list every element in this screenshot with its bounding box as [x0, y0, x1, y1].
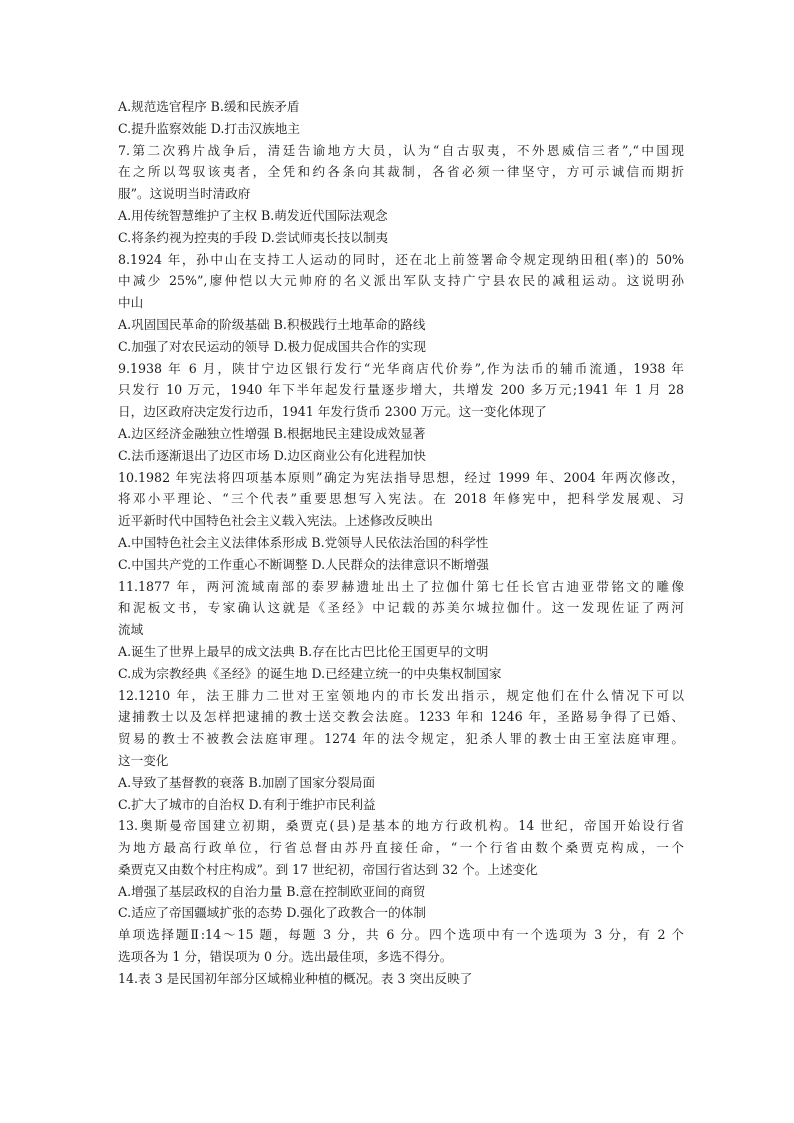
section-instructions-line-1: 单项选择题Ⅱ:14～15 题，每题 3 分，共 6 分。四个选项中有一个选项为 3 分，有 2 个	[118, 927, 684, 943]
question-7-stem-line-2: 在之所以驾驭该夷者，全凭和约各条向其裁制，各省必须一律坚守，方可示诚信而期折	[118, 164, 684, 180]
option-line-q12-cd: C.扩大了城市的自治权 D.有利于维护市民利益	[118, 796, 376, 812]
option-line-q8-cd: C.加强了对农民运动的领导 D.极力促成国共合作的实现	[118, 338, 426, 354]
option-line-q8-ab: A.巩固国民革命的阶级基础 B.积极践行土地革命的路线	[118, 316, 426, 332]
option-line-q7-ab: A.用传统智慧维护了主权 B.萌发近代国际法观念	[118, 207, 388, 223]
option-line-q10-cd: C.中国共产党的工作重心不断调整 D.人民群众的法律意识不断增强	[118, 556, 489, 572]
question-11-stem-line-2: 和泥板文书，专家确认这就是《圣经》中记载的苏美尔城拉伽什。这一发现佐证了两河	[118, 600, 684, 616]
question-10-stem-line-1: 10.1982 年宪法将四项基本原则”确定为宪法指导思想，经过 1999 年、2004 年两次修改，	[118, 469, 684, 485]
question-13-stem-line-2: 为地方最高行政单位，行省总督由苏丹直接任命，“一个行省由数个桑贾克构成，一个	[118, 840, 684, 856]
question-12-stem-line-3: 贸易的教士不被教会法庭审理。1274 年的法令规定，犯杀人罪的教士由王室法庭审理。	[118, 731, 684, 747]
question-11-stem-line-3: 流域	[118, 622, 144, 638]
question-9-stem-line-1: 9.1938 年 6 月，陕甘宁边区银行发行“光华商店代价券”,作为法币的辅币流通，1938 年	[118, 360, 684, 376]
option-line-q13-cd: C.适应了帝国疆域扩张的态势 D.强化了政教合一的体制	[118, 905, 426, 921]
question-8-stem-line-1: 8.1924 年，孙中山在支持工人运动的同时，还在北上前签署命令规定现纳田租(率)的 50%	[118, 251, 684, 267]
option-line-q11-ab: A.诞生了世界上最早的成文法典 B.存在比古巴比伦王国更早的文明	[118, 643, 489, 659]
option-line-q11-cd: C.成为宗教经典《圣经》的诞生地 D.已经建立统一的中央集权制国家	[118, 665, 502, 681]
option-line-q9-ab: A.边区经济金融独立性增强 B.根据地民主建设成效显著	[118, 425, 426, 441]
question-8-stem-line-2: 中减少 25%”,廖仲恺以大元帅府的名义派出军队支持广宁县农民的减租运动。这说明孙	[118, 273, 684, 289]
option-line-q9-cd: C.法币逐渐退出了边区市场 D.边区商业公有化进程加快	[118, 447, 426, 463]
option-line-q7-cd: C.将条约视为控夷的手段 D.尝试师夷长技以制夷	[118, 229, 389, 245]
option-line-q13-ab: A.增强了基层政权的自治力量 B.意在控制欧亚间的商贸	[118, 883, 426, 899]
question-13-stem-line-1: 13.奥斯曼帝国建立初期，桑贾克(县)是基本的地方行政机构。14 世纪，帝国开始设行省	[118, 818, 684, 834]
section-instructions-line-2: 选项各为 1 分，错误项为 0 分。选出最佳项，多选不得分。	[118, 949, 453, 965]
option-line-q6-ab: A.规范选官程序 B.缓和民族矛盾	[118, 99, 300, 114]
option-line-q12-ab: A.导致了基督教的衰落 B.加剧了国家分裂局面	[118, 774, 376, 790]
question-9-stem-line-3: 日，边区政府决定发行边币，1941 年发行货币 2300 万元。这一变化体现了	[118, 404, 547, 420]
question-10-stem-line-2: 将邓小平理论、“三个代表”重要思想写入宪法。在 2018 年修宪中，把科学发展观、习	[118, 491, 684, 507]
question-7-stem-line-1: 7.第二次鸦片战争后，清廷告谕地方大员，认为“自古驭夷，不外恩威信三者”,“中国现	[118, 142, 684, 158]
question-13-stem-line-3: 桑贾克又由数个村庄构成”。到 17 世纪初，帝国行省达到 32 个。上述变化	[118, 861, 538, 877]
question-12-stem-line-2: 逮捕教士以及怎样把逮捕的教士送交教会法庭。1233 年和 1246 年，圣路易争得了已婚、	[118, 709, 684, 725]
option-line-q6-cd: C.提升监察效能 D.打击汉族地主	[118, 120, 300, 136]
question-10-stem-line-3: 近平新时代中国特色社会主义载入宪法。上述修改反映出	[118, 513, 433, 529]
document-page	[118, 96, 684, 990]
question-14-stem-line-1: 14.表 3 是民国初年部分区域棉业种植的概况。表 3 突出反映了	[118, 970, 473, 986]
question-11-stem-line-1: 11.1877 年，两河流域南部的泰罗赫遗址出土了拉伽什第七任长官古迪亚带铭文的雕像	[118, 578, 684, 594]
question-12-stem-line-1: 12.1210 年，法王腓力二世对王室领地内的市长发出指示，规定他们在什么情况下可以	[118, 687, 684, 703]
question-12-stem-line-4: 这一变化	[118, 752, 169, 768]
question-7-stem-line-3: 服”。这说明当时清政府	[118, 186, 251, 202]
question-8-stem-line-3: 中山	[118, 295, 144, 311]
question-9-stem-line-2: 只发行 10 万元，1940 年下半年起发行量逐步增大，共增发 200 多万元;1941 年 1 月 28	[118, 382, 684, 398]
option-line-q10-ab: A.中国特色社会主义法律体系形成 B.党领导人民依法治国的科学性	[118, 534, 489, 550]
